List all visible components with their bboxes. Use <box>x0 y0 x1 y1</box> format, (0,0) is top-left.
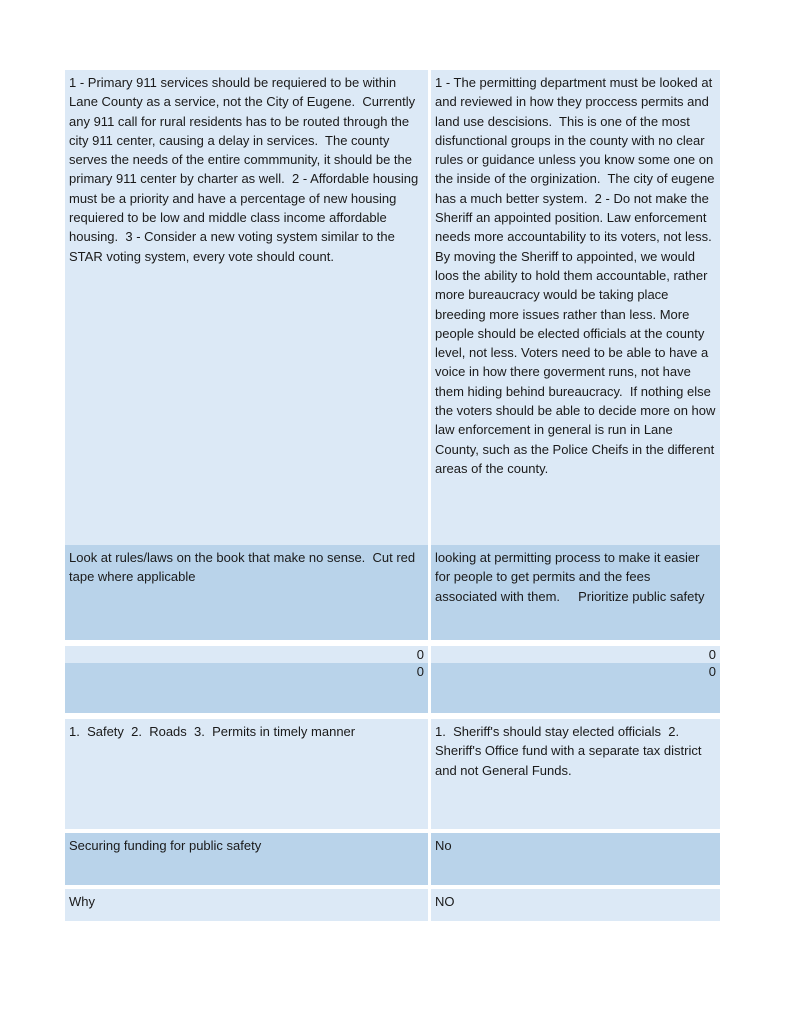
table-row <box>65 545 720 640</box>
value-cell-r4c2: 0 <box>431 663 720 713</box>
response-cell-r6c1: Securing funding for public safety <box>65 833 428 885</box>
value-cell-r3c2: 0 <box>431 646 720 663</box>
value-cell-r4c1: 0 <box>65 663 428 713</box>
survey-response-table <box>65 70 720 921</box>
response-cell-r1c2: 1 - The permitting department must be looked at and reviewed in how they proccess permits and land use descisions. This is one of the most disfunctional groups in the county with no clear rules or guidance unless you know some one on the inside of the orginization. The city of eugene has a much better system. 2 - Do not make the Sheriff an appointed position. Law enforcement needs more accountability to its voters, not less. By moving the Sheriff to appointed, we would loos the ability to hold them accountable, rather more bureaucracy would be taking place breeding more issues rather than less. More people should be elected officials at the county level, not less. Voters need to be able to have a voice in how there goverment runs, not have them hiding behind bureaucracy. If nothing else the voters should be able to decide more on how law enforcement in general is run in Lane County, such as the Police Cheifs in the different areas of the county. <box>431 70 720 545</box>
response-cell-r5c1: 1. Safety 2. Roads 3. Permits in timely manner <box>65 719 428 829</box>
table-row <box>65 719 720 829</box>
response-cell-r7c2: NO <box>431 889 720 921</box>
table-row <box>65 889 720 921</box>
table-row <box>65 70 720 545</box>
response-cell-r6c2: No <box>431 833 720 885</box>
response-cell-r5c2: 1. Sheriff's should stay elected officials 2. Sheriff's Office fund with a separate tax district and not General Funds. <box>431 719 720 829</box>
response-cell-r2c2: looking at permitting process to make it easier for people to get permits and the fees associated with them. Prioritize public safety <box>431 545 720 640</box>
table-row <box>65 833 720 885</box>
response-cell-r7c1: Why <box>65 889 428 921</box>
table-row <box>65 646 720 663</box>
response-cell-r2c1: Look at rules/laws on the book that make no sense. Cut red tape where applicable <box>65 545 428 640</box>
response-cell-r1c1: 1 - Primary 911 services should be requiered to be within Lane County as a service, not the City of Eugene. Currently any 911 call for rural residents has to be routed through the city 911 center, causing a delay in services. The county serves the needs of the entire commmunity, it should be the primary 911 center by charter as well. 2 - Affordable housing must be a priority and have a percentage of new housing requiered to be low and middle class income affordable housing. 3 - Consider a new voting system similar to the STAR voting system, every vote should count. <box>65 70 428 545</box>
table-row <box>65 663 720 713</box>
value-cell-r3c1: 0 <box>65 646 428 663</box>
